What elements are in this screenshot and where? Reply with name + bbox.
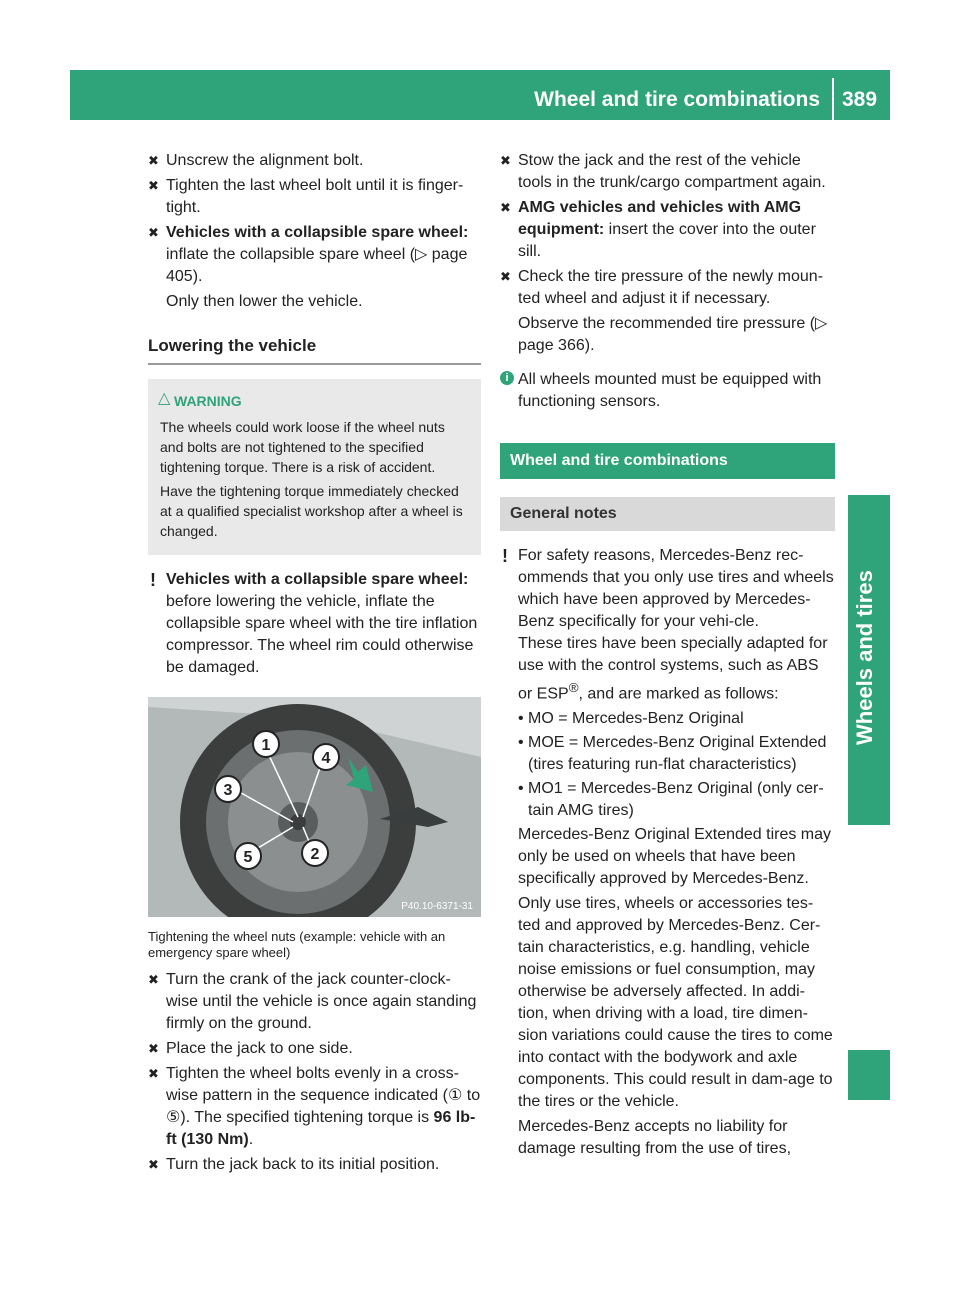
instruction-step: ✖ Stow the jack and the rest of the vehicle tools in the trunk/cargo compartment again. <box>500 152 826 191</box>
instruction-note: Observe the recommended tire pressure (▷ page 366). <box>518 315 828 354</box>
step-arrow-icon: ✖ <box>148 225 159 240</box>
section-band: Wheel and tire combinations <box>500 443 835 479</box>
subsection-band: General notes <box>500 497 835 531</box>
header-divider <box>832 78 834 120</box>
section-title: Lowering the vehicle <box>148 335 481 365</box>
list-item: • MO = Mercedes-Benz Original <box>500 708 835 730</box>
exclamation-icon: ! <box>502 546 508 566</box>
svg-text:4: 4 <box>321 750 331 767</box>
caution-note: ! For safety reasons, Mercedes-Benz rec-ommends that you only use tires and wheels which have been approved by Mercedes-Benz specifically for your vehi-cle. <box>502 546 834 630</box>
step-arrow-icon: ✖ <box>148 972 159 987</box>
bullet-icon: • <box>518 734 524 752</box>
exclamation-icon: ! <box>150 570 156 590</box>
chapter-tab-marker <box>848 1050 890 1100</box>
instruction-step: ✖ Place the jack to one side. <box>148 1038 481 1060</box>
page-number: 389 <box>842 88 878 111</box>
step-arrow-icon: ✖ <box>148 153 159 168</box>
step-arrow-icon: ✖ <box>148 1041 159 1056</box>
figure-caption: Tightening the wheel nuts (example: vehicle with an emergency spare wheel) <box>148 929 446 960</box>
svg-text:2: 2 <box>310 846 320 863</box>
body-paragraph: These tires have been specially adapted for use with the control systems, such as ABS or ESP®, and are marked as follows: <box>518 635 828 703</box>
step-arrow-icon: ✖ <box>148 178 159 193</box>
warning-box <box>148 379 481 555</box>
warning-text: Have the tightening torque immediately checked at a qualified specialist workshop after a wheel is changed. <box>160 483 463 539</box>
info-icon: i <box>500 371 514 385</box>
instruction-step: ✖ AMG vehicles and vehicles with AMG equipment: insert the cover into the outer sill. <box>500 199 816 260</box>
step-arrow-icon: ✖ <box>500 200 511 215</box>
instruction-step: ✖ Turn the jack back to its initial position. <box>148 1154 481 1176</box>
step-arrow-icon: ✖ <box>148 1066 159 1081</box>
body-paragraph: Mercedes-Benz Original Extended tires may only be used on wheels that have been specifically approved by Mercedes-Benz. <box>518 826 832 888</box>
step-arrow-icon: ✖ <box>148 1157 159 1172</box>
instruction-note: Only then lower the vehicle. <box>166 293 363 310</box>
torque-value: 96 lb-ft (130 Nm) <box>166 1109 476 1148</box>
wheel-nut-figure <box>148 697 481 917</box>
callout-3 <box>215 776 241 802</box>
list-item: • MO1 = Mercedes-Benz Original (only cer-tain AMG tires) <box>518 780 824 820</box>
step-arrow-icon: ✖ <box>500 269 511 284</box>
bullet-icon: • <box>518 710 524 728</box>
list-item: • MOE = Mercedes-Benz Original Extended (tires featuring run-flat characteristics) <box>518 734 827 774</box>
warning-title: △ WARNING <box>158 390 242 409</box>
right-column <box>500 150 835 1163</box>
info-note: i All wheels mounted must be equipped with functioning sensors. <box>500 369 835 413</box>
callout-5 <box>235 843 261 869</box>
instruction-step: ✖ Unscrew the alignment bolt. <box>148 150 481 172</box>
caution-note: ! Vehicles with a collapsible spare wheel: before lowering the vehicle, inflate the collapsible spare wheel with the tire inflation compressor. The wheel rim could otherwise be damaged. <box>150 570 478 676</box>
callout-4 <box>313 744 339 770</box>
instruction-step: ✖ Tighten the last wheel bolt until it is finger-tight. <box>148 177 464 216</box>
instruction-step: ✖ Vehicles with a collapsible spare wheel: inflate the collapsible spare wheel (▷ page 405). <box>148 224 469 285</box>
svg-text:5: 5 <box>243 849 253 866</box>
chapter-tab-label: Wheels and tires <box>852 570 877 745</box>
body-paragraph: Only use tires, wheels or accessories tes-ted and approved by Mercedes-Benz. Cer-tain characteristics, e.g. handling, vehicle noise emissions or fuel consumption, may otherwise be adversely affected. In addi-tion, when driving with a load, tire dimen-sion variations could cause the tires to come into contact with the bodywork and axle components. This could result in dam-age to the tires or the vehicle. <box>518 895 833 1111</box>
callout-1 <box>253 731 279 757</box>
svg-text:3: 3 <box>223 782 233 799</box>
warning-triangle-icon: △ <box>158 390 171 407</box>
wheel-illustration <box>148 697 481 917</box>
instruction-step: ✖ Check the tire pressure of the newly moun-ted wheel and adjust it if necessary. <box>500 268 824 307</box>
page-section-title: Wheel and tire combinations <box>534 88 820 111</box>
instruction-step: ✖ Turn the crank of the jack counter-clock-wise until the vehicle is once again standing firmly on the ground. <box>148 971 477 1032</box>
body-paragraph: Mercedes-Benz accepts no liability for damage resulting from the use of tires, <box>518 1118 792 1158</box>
instruction-step: ✖ Tighten the wheel bolts evenly in a cross-wise pattern in the sequence indicated (① to ⑤). The specified tightening torque is 96 lb-ft (130 Nm). <box>148 1065 481 1148</box>
step-arrow-icon: ✖ <box>500 153 511 168</box>
bullet-icon: • <box>518 780 524 798</box>
svg-text:1: 1 <box>261 737 271 754</box>
callout-2 <box>302 840 328 866</box>
figure-code: P40.10-6371-31 <box>401 901 473 912</box>
left-column <box>148 150 481 1179</box>
warning-text: The wheels could work loose if the wheel nuts and bolts are not tightened to the specified tightening torque. There is a risk of accident. <box>160 419 445 475</box>
